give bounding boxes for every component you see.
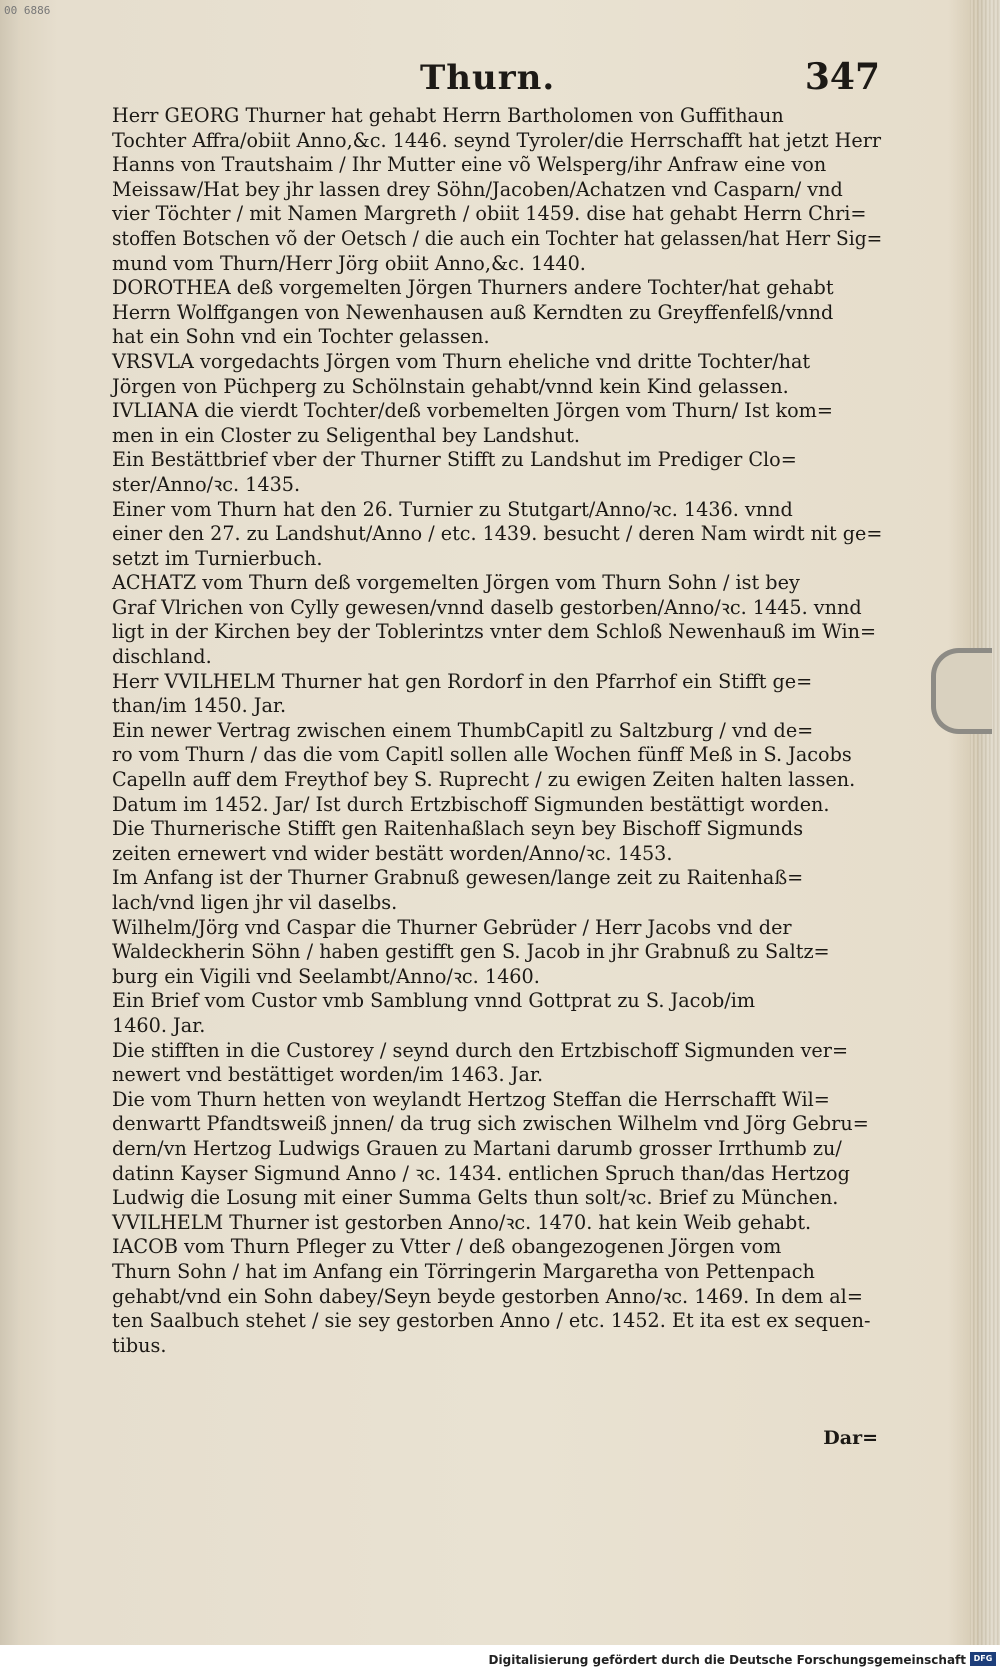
text-line: vier Töchter / mit Namen Margreth / obiit 1459. dise hat gehabt Herrn Chri= xyxy=(112,202,867,226)
text-line: gehabt/vnd ein Sohn dabey/Seyn beyde gestorben Anno/ꝛc. 1469. In dem al= xyxy=(112,1284,863,1308)
text-line: setzt im Turnierbuch. xyxy=(112,546,323,570)
paragraph xyxy=(112,817,882,866)
paragraph xyxy=(112,104,882,276)
text-line: IVLIANA die vierdt Tochter/deß vorbemelten Jörgen vom Thurn/ Ist kom= xyxy=(112,399,833,423)
paragraph xyxy=(112,1088,882,1211)
text-line: VRSVLA vorgedachts Jörgen vom Thurn eheliche vnd dritte Tochter/hat xyxy=(112,349,811,373)
page-number: 347 xyxy=(804,56,880,98)
text-line: Die Thurnerische Stifft gen Raitenhaßlach seyn bey Bischoff Sigmunds xyxy=(112,817,804,841)
text-line: Ludwig die Losung mit einer Summa Gelts thun solt/ꝛc. Brief zu München. xyxy=(112,1186,839,1210)
text-line: Meissaw/Hat bey jhr lassen drey Söhn/Jacoben/Achatzen vnd Casparn/ vnd xyxy=(112,177,843,201)
text-line: Die vom Thurn hetten von weylandt Hertzog Steffan die Herrschafft Wil= xyxy=(112,1087,830,1111)
text-line: Datum im 1452. Jar/ Ist durch Ertzbischoff Sigmunden bestättigt worden. xyxy=(112,792,830,816)
text-line: denwartt Pfandtsweiß jnnen/ da trug sich zwischen Wilhelm vnd Jörg Gebru= xyxy=(112,1112,869,1136)
text-line: Hanns von Trautshaim / Ihr Mutter eine võ Welsperg/ihr Anfraw eine von xyxy=(112,153,827,177)
text-line: Im Anfang ist der Thurner Grabnuß gewesen/lange zeit zu Raitenhaß= xyxy=(112,866,804,890)
paragraph xyxy=(112,399,882,448)
paragraph xyxy=(112,1039,882,1088)
paragraph xyxy=(112,448,882,497)
text-line: Einer vom Thurn hat den 26. Turnier zu Stutgart/Anno/ꝛc. 1436. vnnd xyxy=(112,497,793,521)
text-line: IACOB vom Thurn Pfleger zu Vtter / deß obangezogenen Jörgen vom xyxy=(112,1235,782,1259)
paragraph xyxy=(112,1235,882,1358)
text-line: burg ein Vigili vnd Seelambt/Anno/ꝛc. 1460. xyxy=(112,964,540,988)
paragraph xyxy=(112,571,882,669)
text-line: Waldeckherin Söhn / haben gestifft gen S. Jacob in jhr Grabnuß zu Saltz= xyxy=(112,940,830,964)
text-line: lach/vnd ligen jhr vil daselbs. xyxy=(112,891,398,914)
text-line: Graf Vlrichen von Cylly gewesen/vnnd daselb gestorben/Anno/ꝛc. 1445. vnnd xyxy=(112,595,862,619)
dfg-logo: DFG xyxy=(970,1652,996,1666)
paragraph xyxy=(112,498,882,572)
text-line: tibus. xyxy=(112,1333,167,1357)
text-line: datinn Kayser Sigmund Anno / ꝛc. 1434. entlichen Spruch than/das Hertzog xyxy=(112,1161,850,1185)
paragraph xyxy=(112,916,882,990)
text-line: Herr VVILHELM Thurner hat gen Rordorf in den Pfarrhof ein Stifft ge= xyxy=(112,669,813,693)
paragraph xyxy=(112,670,882,719)
page-header xyxy=(60,58,880,108)
running-head: Thurn. xyxy=(420,58,556,98)
text-line: Tochter Affra/obiit Anno,&c. 1446. seynd Tyroler/die Herrschafft hat jetzt Herr xyxy=(112,128,882,152)
text-line: dischland. xyxy=(112,645,212,669)
text-line: ten Saalbuch stehet / sie sey gestorben Anno / etc. 1452. Et ita est ex sequen- xyxy=(112,1309,871,1333)
page-clip-tab xyxy=(931,648,992,734)
text-line: Herrn Wolffgangen von Newenhausen auß Kerndten zu Greyffenfelß/vnnd xyxy=(112,300,834,324)
text-line: stoffen Botschen võ der Oetsch / die auch ein Tochter hat gelassen/hat Herr Sig= xyxy=(112,226,883,250)
page-edges xyxy=(970,0,1000,1645)
paragraph xyxy=(112,276,882,350)
text-line: Ein newer Vertrag zwischen einem ThumbCapitl zu Saltzburg / vnd de= xyxy=(112,718,814,742)
paragraph xyxy=(112,350,882,399)
text-line: Wilhelm/Jörg vnd Caspar die Thurner Gebrüder / Herr Jacobs vnd der xyxy=(112,915,792,939)
paragraph xyxy=(112,719,882,817)
text-line: Die stifften in die Custorey / seynd durch den Ertzbischoff Sigmunden ver= xyxy=(112,1038,849,1062)
text-line: dern/vn Hertzog Ludwigs Grauen zu Martani darumb grosser Irrthumb zu/ xyxy=(112,1136,842,1160)
paragraph xyxy=(112,989,882,1038)
text-line: hat ein Sohn vnd ein Tochter gelassen. xyxy=(112,325,490,349)
text-line: mund vom Thurn/Herr Jörg obiit Anno,&c. 1440. xyxy=(112,251,586,275)
paragraph xyxy=(112,866,882,915)
text-line: einer den 27. zu Landshut/Anno / etc. 1439. besucht / deren Nam wirdt nit ge= xyxy=(112,522,883,546)
text-line: Thurn Sohn / hat im Anfang ein Törringerin Margaretha von Pettenpach xyxy=(112,1259,815,1283)
funding-credit: Digitalisierung gefördert durch die Deutsche Forschungsgemeinschaft xyxy=(488,1653,966,1667)
text-line: ACHATZ vom Thurn deß vorgemelten Jörgen vom Thurn Sohn / ist bey xyxy=(112,571,800,595)
text-line: Herr GEORG Thurner hat gehabt Herrn Bartholomen von Guffithaun xyxy=(112,104,784,127)
text-line: zeiten ernewert vnd wider bestätt worden/Anno/ꝛc. 1453. xyxy=(112,841,673,865)
footer-bar xyxy=(0,1645,1000,1677)
shelfmark-label: 00 6886 xyxy=(4,4,51,17)
body-text xyxy=(112,104,882,1358)
paragraph xyxy=(112,1211,882,1236)
text-line: ro vom Thurn / das die vom Capitl sollen alle Wochen fünff Meß in S. Jacobs xyxy=(112,743,852,767)
text-line: Ein Bestättbrief vber der Thurner Stifft zu Landshut im Prediger Clo= xyxy=(112,448,797,472)
text-line: 1460. Jar. xyxy=(112,1013,206,1037)
text-line: DOROTHEA deß vorgemelten Jörgen Thurners andere Tochter/hat gehabt xyxy=(112,276,834,300)
text-line: newert vnd bestättiget worden/im 1463. Jar. xyxy=(112,1063,544,1087)
text-line: Capelln auff dem Freythof bey S. Ruprecht / zu ewigen Zeiten halten lassen. xyxy=(112,768,856,792)
text-line: ligt in der Kirchen bey der Toblerintzs vnter dem Schloß Newenhauß im Win= xyxy=(112,620,877,644)
text-line: ster/Anno/ꝛc. 1435. xyxy=(112,472,301,496)
text-line: Jörgen von Püchperg zu Schölnstain gehabt/vnnd kein Kind gelassen. xyxy=(112,374,789,398)
catchword: Dar= xyxy=(823,1427,878,1449)
text-line: than/im 1450. Jar. xyxy=(112,694,287,718)
text-line: men in ein Closter zu Seligenthal bey Landshut. xyxy=(112,423,580,447)
text-line: Ein Brief vom Custor vmb Samblung vnnd Gottprat zu S. Jacob/im xyxy=(112,989,756,1013)
text-line: VVILHELM Thurner ist gestorben Anno/ꝛc. 1470. hat kein Weib gehabt. xyxy=(112,1210,812,1234)
